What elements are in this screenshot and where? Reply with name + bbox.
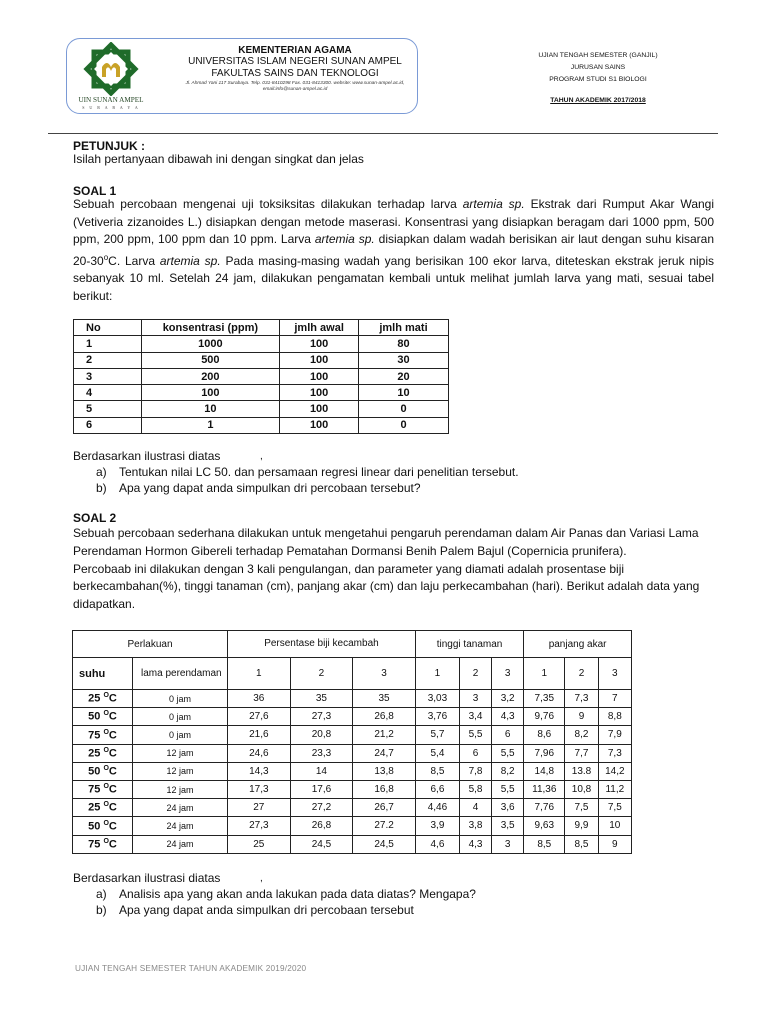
table-cell: 100 <box>280 336 359 352</box>
temperature-value: 50 <box>88 711 101 724</box>
table2-group-header: panjang akar <box>524 631 632 658</box>
table-cell: 7,5 <box>598 799 631 817</box>
table-cell: 35 <box>290 690 353 708</box>
table-row <box>74 352 449 368</box>
temperature-value: 25 <box>88 802 101 815</box>
table2-sub-header: 2 <box>290 658 353 690</box>
table-cell: 100 <box>280 352 359 368</box>
table-cell: 27,3 <box>290 708 353 726</box>
table-cell: 9,9 <box>565 817 598 835</box>
table-row <box>73 744 632 762</box>
temperature-value: 25 <box>88 692 101 705</box>
table-cell: 17,6 <box>290 780 353 798</box>
table-cell: 24,7 <box>353 744 416 762</box>
temperature-value: 75 <box>88 838 101 851</box>
temperature-unit: C <box>108 783 117 796</box>
table-cell: 8,8 <box>598 708 631 726</box>
table-row <box>73 817 632 835</box>
question-item <box>73 481 519 497</box>
table-row <box>73 835 632 853</box>
soal2-text <box>73 525 714 614</box>
stray-comma: , <box>260 873 263 884</box>
soal1-text-part: Pada masing-masing wadah yang berisikan 100 ekor larva, diteteskan ekstrak jeruk nipis sebanyak 10 ml. Setelah 24 jam, dilakukan pengamatan kembali untuk melihat jumlah larva yang mati, sesuai tabel berikut: <box>73 253 715 303</box>
table-cell: 1000 <box>141 336 280 352</box>
table-row <box>74 401 449 417</box>
soal2-lead <box>73 871 476 887</box>
soal2-questions <box>73 871 476 918</box>
table-cell: 3,4 <box>459 708 491 726</box>
table-row <box>73 780 632 798</box>
table-cell: 35 <box>353 690 416 708</box>
table-cell: 17,3 <box>228 780 291 798</box>
table-cell: 13.8 <box>565 762 598 780</box>
table-cell: 5,7 <box>415 726 459 744</box>
soal2-title: SOAL 2 <box>73 511 117 525</box>
table-cell: 20 <box>359 368 449 384</box>
table-cell: 6 <box>74 417 142 433</box>
table-cell: 27.2 <box>353 817 416 835</box>
table2-group-header: tinggi tanaman <box>415 631 523 658</box>
duration-cell: 12 jam <box>133 762 228 780</box>
table-cell: 7,7 <box>565 744 598 762</box>
temperature-cell <box>73 762 133 780</box>
stray-comma: , <box>260 451 263 462</box>
table-row <box>74 417 449 433</box>
table2-group-header: Perlakuan <box>73 631 228 658</box>
table-cell: 5 <box>74 401 142 417</box>
table1-header: No <box>74 320 142 336</box>
table2-sub-header: suhu <box>73 658 133 690</box>
table-cell: 6,6 <box>415 780 459 798</box>
question-text: Tentukan nilai LC 50. dan persamaan regresi linear dari penelitian tersebut. <box>119 464 519 479</box>
table1-header: jmlh awal <box>280 320 359 336</box>
uin-logo-icon <box>74 42 148 96</box>
table-cell: 3,8 <box>459 817 491 835</box>
table2-sub-header: 1 <box>415 658 459 690</box>
table-cell: 9,76 <box>524 708 565 726</box>
table-cell: 9,63 <box>524 817 565 835</box>
table-cell: 27,3 <box>228 817 291 835</box>
table-cell: 10,8 <box>565 780 598 798</box>
table-row <box>74 385 449 401</box>
table-cell: 27,6 <box>228 708 291 726</box>
temperature-value: 75 <box>88 729 101 742</box>
table-row <box>73 726 632 744</box>
table-cell: 8,6 <box>524 726 565 744</box>
table-cell: 10 <box>598 817 631 835</box>
table-row <box>73 690 632 708</box>
question-marker: b) <box>96 480 107 495</box>
table-cell: 3,6 <box>492 799 524 817</box>
temperature-value: 75 <box>88 783 101 796</box>
duration-cell: 0 jam <box>133 726 228 744</box>
duration-cell: 24 jam <box>133 817 228 835</box>
table-cell: 24,6 <box>228 744 291 762</box>
species-name: artemia sp. <box>314 232 375 247</box>
question-item <box>73 887 476 903</box>
table-cell: 30 <box>359 352 449 368</box>
table-row <box>73 799 632 817</box>
degree-sign: O <box>103 710 109 718</box>
duration-cell: 12 jam <box>133 744 228 762</box>
table-cell: 9 <box>565 708 598 726</box>
degree-sign: O <box>103 692 109 700</box>
table-cell: 8,2 <box>565 726 598 744</box>
table-cell: 3,76 <box>415 708 459 726</box>
table-cell: 14 <box>290 762 353 780</box>
institution-block <box>170 45 420 93</box>
temperature-unit: C <box>108 747 117 760</box>
table-cell: 6 <box>459 744 491 762</box>
table-cell: 100 <box>280 385 359 401</box>
table-cell: 26,8 <box>353 708 416 726</box>
table-cell: 7,9 <box>598 726 631 744</box>
table-cell: 3 <box>459 690 491 708</box>
institution-address: Jl. Ahmad Yani 117 Surabaya. Telp. 031-8410298 Fax. 031-8413300. website: www.sunan-ampel.ac.id, email:info@sunan-ampel.ac.id <box>185 81 405 92</box>
table-cell: 27 <box>228 799 291 817</box>
table-cell: 21,6 <box>228 726 291 744</box>
exam-title: UJIAN TENGAH SEMESTER (GANJIL) <box>538 52 658 59</box>
table-cell: 5,5 <box>492 780 524 798</box>
instructions-title: PETUNJUK : <box>73 139 146 153</box>
temperature-cell <box>73 708 133 726</box>
soal1-text-part: Ekstrak dari Rumput Akar Wangi (Vetiveria zizanoides L.) disiapkan dengan metode maserasi. Konsentrasi yang disiapkan beragam dari 1000 ppm, 500 ppm, 200 ppm, 100 ppm dan 10 ppm. Larva <box>73 197 715 247</box>
footer-text: UJIAN TENGAH SEMESTER TAHUN AKADEMIK 2019/2020 <box>75 964 307 973</box>
temperature-cell <box>73 780 133 798</box>
temperature-value: 50 <box>88 820 101 833</box>
table-cell: 25 <box>228 835 291 853</box>
degree-sign: o <box>103 252 109 262</box>
table-cell: 11,36 <box>524 780 565 798</box>
table-cell: 36 <box>228 690 291 708</box>
table-cell: 20,8 <box>290 726 353 744</box>
table-cell: 11,2 <box>598 780 631 798</box>
temperature-value: 25 <box>88 747 101 760</box>
duration-cell: 24 jam <box>133 835 228 853</box>
question-item <box>73 465 519 481</box>
table-cell: 10 <box>141 401 280 417</box>
table-cell: 14,3 <box>228 762 291 780</box>
table-cell: 4,46 <box>415 799 459 817</box>
table-cell: 26,8 <box>290 817 353 835</box>
question-item <box>73 903 476 919</box>
soal1-questions <box>73 449 519 496</box>
table-cell: 5,4 <box>415 744 459 762</box>
duration-cell: 24 jam <box>133 799 228 817</box>
table-cell: 9 <box>598 835 631 853</box>
soal2-text-part: Sebuah percobaan sederhana dilakukan untuk mengetahui pengaruh perendaman dalam Air Panas dan Variasi Lama Perendaman Hormon Gibereli terhadap Pematahan Dormansi Benih Palem Bajul (Copernicia prunifera). <box>73 526 699 558</box>
table-cell: 5,8 <box>459 780 491 798</box>
table-cell: 7,76 <box>524 799 565 817</box>
table-row <box>73 708 632 726</box>
table-cell: 7,3 <box>565 690 598 708</box>
table-cell: 7,35 <box>524 690 565 708</box>
soal1-text-part: disiapkan dalam wadah berisikan air laut dengan suhu kisaran 20-30 <box>73 232 714 268</box>
table-cell: 14,2 <box>598 762 631 780</box>
soal1-lead-text: Berdasarkan ilustrasi diatas <box>73 449 221 463</box>
degree-sign: O <box>103 801 109 809</box>
table-row <box>73 762 632 780</box>
exam-info <box>498 50 698 107</box>
table-cell: 14,8 <box>524 762 565 780</box>
soal1-text <box>73 196 714 306</box>
table-cell: 10 <box>359 385 449 401</box>
exam-department: JURUSAN SAINS <box>570 64 626 71</box>
table-cell: 24,5 <box>290 835 353 853</box>
toxicity-table <box>73 319 449 434</box>
temperature-unit: C <box>108 838 117 851</box>
table-row <box>74 368 449 384</box>
table-cell: 4,6 <box>415 835 459 853</box>
table2-sub-header: 2 <box>565 658 598 690</box>
university-name: UNIVERSITAS ISLAM NEGERI SUNAN AMPEL <box>188 56 402 67</box>
logo-text: UIN SUNAN AMPEL <box>78 96 144 104</box>
table2-sub-header: 3 <box>353 658 416 690</box>
soal1-text-part: Sebuah percobaan mengenai uji toksiksitas dilakukan terhadap larva <box>73 197 463 211</box>
table-cell: 3 <box>492 835 524 853</box>
table-cell: 7,8 <box>459 762 491 780</box>
table-cell: 8,5 <box>565 835 598 853</box>
faculty-name: FAKULTAS SAINS DAN TEKNOLOGI <box>211 68 379 79</box>
temperature-unit: C <box>108 802 117 815</box>
table-cell: 4 <box>74 385 142 401</box>
temperature-unit: C <box>108 729 117 742</box>
germination-table <box>72 630 632 854</box>
table-cell: 8,2 <box>492 762 524 780</box>
question-text: Analisis apa yang akan anda lakukan pada data diatas? Mengapa? <box>119 886 476 901</box>
header-divider <box>48 133 718 134</box>
question-marker: a) <box>96 886 107 901</box>
species-name: artemia sp. <box>159 253 221 268</box>
soal2-lead-text: Berdasarkan ilustrasi diatas <box>73 871 221 885</box>
degree-sign: O <box>103 819 109 827</box>
table2-group-header: Persentase biji kecambah <box>228 631 416 658</box>
degree-sign: O <box>103 728 109 736</box>
table-cell: 2 <box>74 352 142 368</box>
instructions-text: Isilah pertanyaan dibawah ini dengan singkat dan jelas <box>73 152 364 166</box>
soal1-text-part: C. Larva <box>108 253 160 268</box>
temperature-unit: C <box>108 711 117 724</box>
degree-sign: O <box>103 765 109 773</box>
table-cell: 8,5 <box>524 835 565 853</box>
temperature-cell <box>73 835 133 853</box>
temperature-unit: C <box>108 692 117 705</box>
table-cell: 7,96 <box>524 744 565 762</box>
degree-sign: O <box>103 837 109 845</box>
table2-sub-header: 2 <box>459 658 491 690</box>
table-cell: 7,3 <box>598 744 631 762</box>
ministry-name: KEMENTERIAN AGAMA <box>238 45 352 56</box>
table-cell: 0 <box>359 417 449 433</box>
table-cell: 100 <box>280 417 359 433</box>
table-cell: 80 <box>359 336 449 352</box>
table-cell: 3,03 <box>415 690 459 708</box>
duration-cell: 0 jam <box>133 690 228 708</box>
logo-subtext: S U R A B A Y A <box>82 105 140 110</box>
table2-sub-header: 1 <box>524 658 565 690</box>
table-cell: 1 <box>141 417 280 433</box>
table-cell: 3,2 <box>492 690 524 708</box>
temperature-cell <box>73 726 133 744</box>
table-cell: 23,3 <box>290 744 353 762</box>
table-cell: 16,8 <box>353 780 416 798</box>
temperature-unit: C <box>108 820 117 833</box>
table-cell: 100 <box>141 385 280 401</box>
duration-cell: 12 jam <box>133 780 228 798</box>
temperature-cell <box>73 690 133 708</box>
table-cell: 500 <box>141 352 280 368</box>
table-cell: 5,5 <box>459 726 491 744</box>
temperature-cell <box>73 799 133 817</box>
table-cell: 3,9 <box>415 817 459 835</box>
university-logo <box>74 42 148 112</box>
table-cell: 3 <box>74 368 142 384</box>
table-cell: 26,7 <box>353 799 416 817</box>
duration-cell: 0 jam <box>133 708 228 726</box>
table-cell: 27,2 <box>290 799 353 817</box>
table-cell: 5,5 <box>492 744 524 762</box>
table-cell: 13,8 <box>353 762 416 780</box>
table-cell: 1 <box>74 336 142 352</box>
table2-sub-header: 1 <box>228 658 291 690</box>
degree-sign: O <box>103 746 109 754</box>
table2-sub-header: lama perendaman <box>133 658 228 690</box>
table-cell: 4 <box>459 799 491 817</box>
table-cell: 100 <box>280 368 359 384</box>
table2-sub-header: 3 <box>492 658 524 690</box>
table-cell: 24,5 <box>353 835 416 853</box>
soal2-text-part: Percobaab ini dilakukan dengan 3 kali pengulangan, dan parameter yang diamati adalah prosentase biji berkecambahan(%), tinggi tanaman (cm), panjang akar (cm) dan laju perkecambahan (hari). Berikut adalah data yang didapatkan. <box>73 561 700 612</box>
soal1-lead <box>73 449 519 465</box>
exam-program: PROGRAM STUDI S1 BIOLOGI <box>549 76 647 83</box>
table-cell: 200 <box>141 368 280 384</box>
species-name: artemia sp. <box>462 197 525 211</box>
question-marker: b) <box>96 902 107 917</box>
table1-header: konsentrasi (ppm) <box>141 320 280 336</box>
temperature-unit: C <box>108 765 117 778</box>
table2-sub-header: 3 <box>598 658 631 690</box>
table-cell: 0 <box>359 401 449 417</box>
table-cell: 8,5 <box>415 762 459 780</box>
table1-header: jmlh mati <box>359 320 449 336</box>
table-cell: 6 <box>492 726 524 744</box>
question-text: Apa yang dapat anda simpulkan dri percobaan tersebut? <box>119 480 421 495</box>
table-cell: 4,3 <box>492 708 524 726</box>
question-marker: a) <box>96 464 107 479</box>
soal1-title: SOAL 1 <box>73 184 117 198</box>
exam-year: TAHUN AKADEMIK 2017/2018 <box>550 97 646 104</box>
table-cell: 7,5 <box>565 799 598 817</box>
question-text: Apa yang dapat anda simpulkan dri percobaan tersebut <box>119 902 414 917</box>
degree-sign: O <box>103 783 109 791</box>
table-cell: 21,2 <box>353 726 416 744</box>
temperature-value: 50 <box>88 765 101 778</box>
table-cell: 3,5 <box>492 817 524 835</box>
temperature-cell <box>73 817 133 835</box>
table-cell: 4,3 <box>459 835 491 853</box>
table-cell: 7 <box>598 690 631 708</box>
table-row <box>74 336 449 352</box>
table-cell: 100 <box>280 401 359 417</box>
temperature-cell <box>73 744 133 762</box>
